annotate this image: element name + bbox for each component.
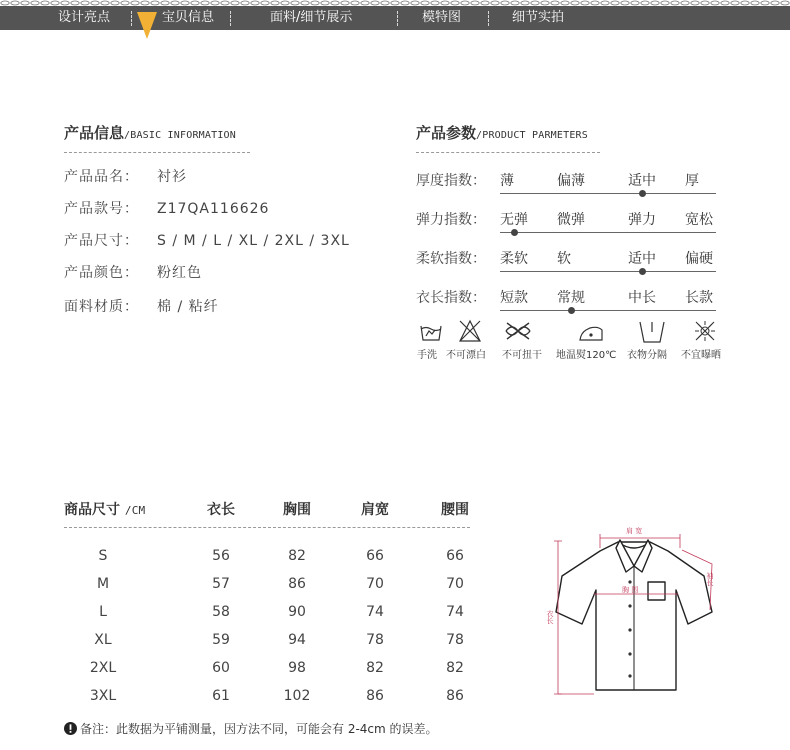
no-sun-icon xyxy=(695,321,715,341)
info-row-style xyxy=(64,198,269,218)
param-option: 中长 xyxy=(628,290,656,306)
size-value-cell: 58 xyxy=(212,604,230,620)
size-table-title: 商品尺寸 xyxy=(64,502,120,518)
nav-separator xyxy=(488,11,489,26)
no-wring-icon xyxy=(506,323,530,339)
nav-bar xyxy=(0,6,790,30)
care-label-no-sun: 不宜曝晒 xyxy=(681,350,721,361)
size-cell: 2XL xyxy=(89,660,117,676)
size-cell: XL xyxy=(94,632,112,648)
nav-item-model[interactable]: 模特图 xyxy=(422,10,462,25)
param-option: 宽松 xyxy=(685,212,713,228)
diagram-label-length: 衣长 xyxy=(546,610,554,624)
measure-note-text: 备注：此数据为平铺测量，因方法不同，可能会有 2-4cm 的误差。 xyxy=(80,722,438,736)
size-value-cell: 60 xyxy=(212,660,230,676)
nav-item-highlights[interactable]: 设计亮点 xyxy=(58,10,111,25)
param-label: 厚度指数： xyxy=(416,173,486,189)
param-option: 长款 xyxy=(685,290,713,306)
separate-wash-icon xyxy=(640,322,664,342)
size-cell: S xyxy=(98,548,108,564)
product-params-subtitle: /PRODUCT PARMETERS xyxy=(476,130,588,141)
care-label-no-wring: 不可扭干 xyxy=(502,350,542,361)
info-row-name xyxy=(64,166,187,186)
param-indicator-dot xyxy=(639,268,646,275)
iron-low-icon xyxy=(580,327,602,340)
info-value: 棉 / 粘纤 xyxy=(157,299,219,315)
param-option: 柔软 xyxy=(500,251,528,267)
info-value: Z17QA116626 xyxy=(157,201,270,217)
param-option: 微弹 xyxy=(557,212,585,228)
nav-item-fabric[interactable]: 面料/细节展示 xyxy=(270,10,353,25)
care-icons xyxy=(416,318,726,348)
nav-separator xyxy=(131,11,132,26)
size-cell: L xyxy=(99,604,107,620)
info-label: 面料材质： xyxy=(64,299,139,315)
param-label: 衣长指数： xyxy=(416,290,486,306)
care-label-hand-wash: 手洗 xyxy=(417,350,437,361)
size-value-cell: 56 xyxy=(212,548,230,564)
param-label: 弹力指数： xyxy=(416,212,486,228)
param-scale-line xyxy=(500,193,716,194)
diagram-label-shoulder: 肩 宽 xyxy=(626,527,643,535)
divider xyxy=(416,152,600,153)
param-scale-line xyxy=(500,232,716,233)
nav-item-details[interactable]: 细节实拍 xyxy=(512,10,565,25)
size-value-cell: 82 xyxy=(366,660,384,676)
info-label: 产品款号： xyxy=(64,201,139,217)
size-value-cell: 59 xyxy=(212,632,230,648)
info-row-size xyxy=(64,230,350,250)
info-label: 产品尺寸： xyxy=(64,233,139,249)
param-option: 常规 xyxy=(557,290,585,306)
param-label: 柔软指数： xyxy=(416,251,486,267)
hand-wash-icon xyxy=(421,326,441,340)
size-value-cell: 86 xyxy=(366,688,384,704)
col-header-length: 衣长 xyxy=(207,502,235,518)
size-value-cell: 82 xyxy=(288,548,306,564)
size-value-cell: 98 xyxy=(288,660,306,676)
product-params-heading xyxy=(416,122,588,143)
size-value-cell: 70 xyxy=(366,576,384,592)
active-marker-icon xyxy=(136,12,158,40)
size-table-unit: /CM xyxy=(124,504,146,517)
param-option: 短款 xyxy=(500,290,528,306)
divider xyxy=(64,152,250,153)
care-label-iron: 地温熨120℃ xyxy=(556,350,617,361)
size-value-cell: 66 xyxy=(446,548,464,564)
info-row-material xyxy=(64,296,219,316)
size-value-cell: 61 xyxy=(212,688,230,704)
info-value: 衬衫 xyxy=(157,169,187,185)
size-value-cell: 78 xyxy=(366,632,384,648)
size-table-heading xyxy=(64,499,145,519)
size-value-cell: 57 xyxy=(212,576,230,592)
size-value-cell: 78 xyxy=(446,632,464,648)
info-value: 粉红色 xyxy=(157,265,202,281)
size-value-cell: 90 xyxy=(288,604,306,620)
product-params-title: 产品参数 xyxy=(416,124,477,142)
size-cell: 3XL xyxy=(89,688,117,704)
warning-icon xyxy=(64,722,77,735)
product-info-subtitle: /BASIC INFORMATION xyxy=(124,130,236,141)
measure-note xyxy=(64,720,438,737)
care-label-no-bleach: 不可漂白 xyxy=(446,350,486,361)
param-option: 偏硬 xyxy=(685,251,713,267)
size-value-cell: 102 xyxy=(283,688,311,704)
param-indicator-dot xyxy=(639,190,646,197)
info-value: S / M / L / XL / 2XL / 3XL xyxy=(157,233,350,249)
param-option: 软 xyxy=(557,251,571,267)
diagram-label-sleeve: 袖长 xyxy=(706,572,714,586)
size-value-cell: 66 xyxy=(366,548,384,564)
param-option: 适中 xyxy=(628,173,656,189)
diagram-label-chest: 胸 围 xyxy=(622,586,639,594)
size-value-cell: 82 xyxy=(446,660,464,676)
nav-separator xyxy=(397,11,398,26)
col-header-shoulder: 肩宽 xyxy=(361,502,389,518)
divider xyxy=(64,527,470,528)
info-label: 产品颜色： xyxy=(64,265,139,281)
param-indicator-dot xyxy=(568,307,575,314)
param-option: 偏薄 xyxy=(557,173,585,189)
size-value-cell: 94 xyxy=(288,632,306,648)
param-option: 无弹 xyxy=(500,212,528,228)
size-value-cell: 86 xyxy=(288,576,306,592)
nav-separator xyxy=(230,11,231,26)
nav-item-info[interactable]: 宝贝信息 xyxy=(162,10,215,25)
size-value-cell: 86 xyxy=(446,688,464,704)
info-label: 产品品名： xyxy=(64,169,139,185)
product-info-title: 产品信息 xyxy=(64,124,125,142)
size-value-cell: 70 xyxy=(446,576,464,592)
param-option: 弹力 xyxy=(628,212,656,228)
col-header-chest: 胸围 xyxy=(283,502,311,518)
size-value-cell: 74 xyxy=(366,604,384,620)
param-scale-line xyxy=(500,271,716,272)
param-indicator-dot xyxy=(511,229,518,236)
param-option: 适中 xyxy=(628,251,656,267)
info-row-color xyxy=(64,262,202,282)
col-header-waist: 腰围 xyxy=(441,502,469,518)
shirt-measure-diagram xyxy=(546,524,720,700)
no-bleach-icon xyxy=(460,321,480,341)
param-option: 薄 xyxy=(500,173,514,189)
shirt-outline xyxy=(556,540,712,690)
size-cell: M xyxy=(96,576,110,592)
product-info-heading xyxy=(64,122,236,143)
size-value-cell: 74 xyxy=(446,604,464,620)
care-label-separate: 衣物分隔 xyxy=(627,350,667,361)
param-option: 厚 xyxy=(685,173,699,189)
param-scale-line xyxy=(500,310,716,311)
